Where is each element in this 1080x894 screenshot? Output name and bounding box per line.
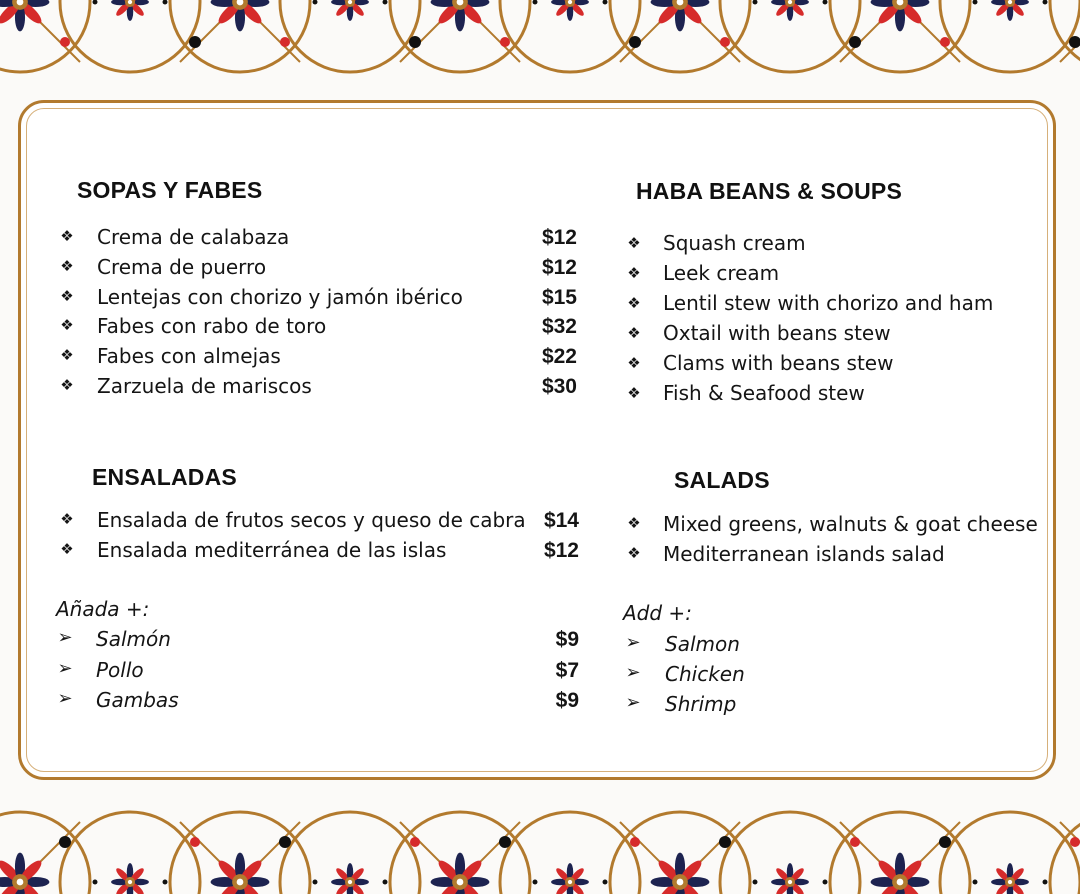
addons-title-english: Add +:	[623, 601, 692, 625]
section-title-soups: HABA BEANS & SOUPS	[636, 178, 902, 204]
item-name: Oxtail with beans stew	[663, 321, 891, 345]
addon-name: Gambas	[96, 688, 179, 712]
item-price: $15	[541, 286, 577, 309]
four-diamond-bullet-icon: ❖	[60, 540, 74, 558]
item-price: $22	[541, 345, 577, 368]
four-diamond-bullet-icon: ❖	[60, 510, 74, 528]
four-diamond-bullet-icon: ❖	[627, 354, 641, 372]
item-price: $12	[541, 256, 577, 279]
item-name: Ensalada mediterránea de las islas	[97, 538, 447, 562]
four-diamond-bullet-icon: ❖	[60, 287, 74, 305]
item-price: $12	[541, 226, 577, 249]
four-diamond-bullet-icon: ❖	[627, 514, 641, 532]
addon-price: $7	[555, 659, 579, 682]
arrowhead-bullet-icon: ➢	[57, 658, 73, 679]
item-name: Mediterranean islands salad	[663, 542, 945, 566]
item-name: Lentejas con chorizo y jamón ibérico	[97, 285, 463, 309]
item-name: Fabes con almejas	[97, 344, 281, 368]
four-diamond-bullet-icon: ❖	[60, 257, 74, 275]
bottom-tile-border	[0, 782, 1080, 894]
top-tile-border	[0, 0, 1080, 92]
four-diamond-bullet-icon: ❖	[60, 346, 74, 364]
tile-pattern-top	[0, 0, 1080, 92]
arrowhead-bullet-icon: ➢	[625, 662, 641, 683]
section-title-sopas: SOPAS Y FABES	[77, 177, 263, 203]
arrowhead-bullet-icon: ➢	[625, 692, 641, 713]
addon-name: Pollo	[96, 658, 144, 682]
item-name: Leek cream	[663, 261, 780, 285]
four-diamond-bullet-icon: ❖	[627, 264, 641, 282]
four-diamond-bullet-icon: ❖	[627, 234, 641, 252]
arrowhead-bullet-icon: ➢	[57, 627, 73, 648]
item-name: Clams with beans stew	[663, 351, 894, 375]
item-price: $30	[541, 375, 577, 398]
four-diamond-bullet-icon: ❖	[627, 544, 641, 562]
four-diamond-bullet-icon: ❖	[60, 227, 74, 245]
item-name: Fabes con rabo de toro	[97, 314, 327, 338]
four-diamond-bullet-icon: ❖	[627, 384, 641, 402]
addon-name: Shrimp	[665, 692, 737, 716]
addon-name: Salmon	[665, 632, 740, 656]
section-title-ensaladas: ENSALADAS	[92, 464, 237, 490]
arrowhead-bullet-icon: ➢	[625, 632, 641, 653]
item-name: Lentil stew with chorizo and ham	[663, 291, 994, 315]
item-name: Fish & Seafood stew	[663, 381, 865, 405]
item-name: Zarzuela de mariscos	[97, 374, 312, 398]
item-price: $12	[543, 539, 579, 562]
item-name: Squash cream	[663, 231, 806, 255]
item-price: $14	[543, 509, 579, 532]
addon-price: $9	[555, 689, 579, 712]
item-name: Crema de calabaza	[97, 225, 290, 249]
item-name: Mixed greens, walnuts & goat cheese	[663, 512, 1038, 536]
item-name: Ensalada de frutos secos y queso de cabra	[97, 508, 526, 532]
addon-price: $9	[555, 628, 579, 651]
four-diamond-bullet-icon: ❖	[60, 316, 74, 334]
four-diamond-bullet-icon: ❖	[60, 376, 74, 394]
tile-pattern-bottom	[0, 792, 1080, 894]
addon-name: Chicken	[665, 662, 745, 686]
four-diamond-bullet-icon: ❖	[627, 294, 641, 312]
arrowhead-bullet-icon: ➢	[57, 688, 73, 709]
addon-name: Salmón	[96, 627, 171, 651]
item-price: $32	[541, 315, 577, 338]
item-name: Crema de puerro	[97, 255, 267, 279]
section-title-salads: SALADS	[674, 467, 770, 493]
four-diamond-bullet-icon: ❖	[627, 324, 641, 342]
addons-title-spanish: Añada +:	[56, 597, 150, 621]
